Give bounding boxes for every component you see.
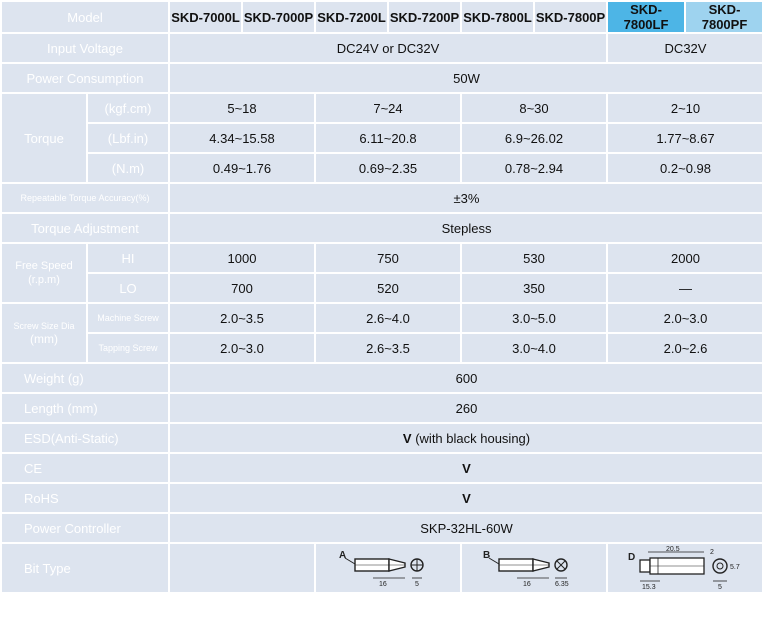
bit-d-dim5: 5.7 <box>729 564 740 571</box>
free-speed-unit: (r.p.m) <box>28 274 60 286</box>
accuracy-value: ±3% <box>170 184 762 212</box>
esd-row <box>2 424 762 452</box>
weight-header: Weight (g) <box>2 364 168 392</box>
ce-value: V <box>170 454 762 482</box>
torque-nm-7800: 0.78~2.94 <box>462 154 606 182</box>
weight-row <box>2 364 762 392</box>
torque-nm-7800f: 0.2~0.98 <box>608 154 762 182</box>
rohs-header: RoHS <box>2 484 168 512</box>
power-controller-value: SKP-32HL-60W <box>170 514 762 542</box>
bit-a-icon <box>333 544 443 592</box>
bit-b-dim2: 6.35 <box>555 581 569 588</box>
tapping-screw-row <box>2 334 762 362</box>
bit-a-dim2: 5 <box>415 581 419 588</box>
speed-hi-7000: 1000 <box>170 244 314 272</box>
torque-adjustment-header: Torque Adjustment <box>2 214 168 242</box>
speed-lo-7000: 700 <box>170 274 314 302</box>
model-skd-7200l: SKD-7200L <box>316 2 387 32</box>
speed-lo-row <box>2 274 762 302</box>
power-consumption-header: Power Consumption <box>2 64 168 92</box>
speed-lo-7200: 520 <box>316 274 460 302</box>
tapping-screw-7800f: 2.0~2.6 <box>608 334 762 362</box>
accuracy-header: Repeatable Torque Accuracy(%) <box>2 184 168 212</box>
length-header: Length (mm) <box>2 394 168 422</box>
model-skd-7000l: SKD-7000L <box>170 2 241 32</box>
rohs-row <box>2 484 762 512</box>
torque-lbf-7800: 6.9~26.02 <box>462 124 606 152</box>
torque-unit-lbf: (Lbf.in) <box>88 124 168 152</box>
bit-d-icon <box>626 544 746 592</box>
ce-header: CE <box>2 454 168 482</box>
free-speed-header <box>2 244 86 302</box>
free-speed-label: Free Speed <box>15 260 73 272</box>
bit-a-letter: A <box>339 550 347 561</box>
speed-lo-label: LO <box>88 274 168 302</box>
bit-d-dim4: 5 <box>717 584 722 591</box>
torque-kgf-7200: 7~24 <box>316 94 460 122</box>
bit-d-dim1: 20.5 <box>665 546 680 553</box>
bit-type-row <box>2 544 762 592</box>
model-skd-7800p: SKD-7800P <box>535 2 606 32</box>
torque-nm-7200: 0.69~2.35 <box>316 154 460 182</box>
model-skd-7800l: SKD-7800L <box>462 2 533 32</box>
model-skd-7000p: SKD-7000P <box>243 2 314 32</box>
torque-lbf-7800f: 1.77~8.67 <box>608 124 762 152</box>
torque-lbf-7200: 6.11~20.8 <box>316 124 460 152</box>
esd-header: ESD(Anti-Static) <box>2 424 168 452</box>
bit-d-dim3: 2 <box>709 549 714 556</box>
model-skd-7800pf: SKD-7800PF <box>686 2 762 32</box>
machine-screw-7000: 2.0~3.5 <box>170 304 314 332</box>
torque-kgf-7000: 5~18 <box>170 94 314 122</box>
tapping-screw-7000: 2.0~3.0 <box>170 334 314 362</box>
bit-b-icon <box>479 544 589 592</box>
bit-a-dim1: 16 <box>379 581 387 588</box>
bit-type-header: Bit Type <box>2 544 168 592</box>
input-voltage-row <box>2 34 762 62</box>
power-consumption-value: 50W <box>170 64 762 92</box>
bit-a-cell <box>170 544 314 592</box>
input-voltage-value: DC24V or DC32V <box>170 34 606 62</box>
ce-row <box>2 454 762 482</box>
esd-note: (with black housing) <box>415 430 531 446</box>
torque-adjustment-value: Stepless <box>170 214 762 242</box>
torque-adjustment-row <box>2 214 762 242</box>
screw-size-unit: (mm) <box>30 331 58 346</box>
power-consumption-row <box>2 64 762 92</box>
bit-d-letter: D <box>627 552 635 563</box>
torque-header: Torque <box>2 94 86 182</box>
torque-lbf-row <box>2 124 762 152</box>
bit-b-dim1: 16 <box>523 581 531 588</box>
input-voltage-value-f: DC32V <box>608 34 762 62</box>
screw-size-header <box>2 304 86 362</box>
torque-lbf-7000: 4.34~15.58 <box>170 124 314 152</box>
esd-value <box>170 424 762 452</box>
machine-screw-label: Machine Screw <box>88 304 168 332</box>
torque-unit-nm: (N.m) <box>88 154 168 182</box>
model-skd-7200p: SKD-7200P <box>389 2 460 32</box>
power-controller-row <box>2 514 762 542</box>
model-header: Model <box>2 2 168 32</box>
bit-d-dim2: 15.3 <box>641 584 656 591</box>
esd-mark: V <box>402 430 412 446</box>
speed-hi-7800f: 2000 <box>608 244 762 272</box>
torque-nm-7000: 0.49~1.76 <box>170 154 314 182</box>
weight-value: 600 <box>170 364 762 392</box>
accuracy-row <box>2 184 762 212</box>
tapping-screw-7200: 2.6~3.5 <box>316 334 460 362</box>
bit-b-letter: B <box>483 550 491 561</box>
torque-kgf-7800: 8~30 <box>462 94 606 122</box>
screw-size-label: Screw Size Dia <box>13 320 75 331</box>
length-value: 260 <box>170 394 762 422</box>
speed-lo-7800f: — <box>608 274 762 302</box>
model-skd-7800lf: SKD-7800LF <box>608 2 684 32</box>
power-controller-header: Power Controller <box>2 514 168 542</box>
torque-nm-row <box>2 154 762 182</box>
tapping-screw-label: Tapping Screw <box>88 334 168 362</box>
torque-kgf-7800f: 2~10 <box>608 94 762 122</box>
input-voltage-header: Input Voltage <box>2 34 168 62</box>
speed-lo-7800: 350 <box>462 274 606 302</box>
speed-hi-label: HI <box>88 244 168 272</box>
torque-unit-kgf: (kgf.cm) <box>88 94 168 122</box>
speed-hi-7800: 530 <box>462 244 606 272</box>
tapping-screw-7800: 3.0~4.0 <box>462 334 606 362</box>
bit-b-drawing-cell <box>462 544 606 592</box>
machine-screw-row <box>2 304 762 332</box>
bit-d-drawing-cell <box>608 544 762 592</box>
speed-hi-7200: 750 <box>316 244 460 272</box>
length-row <box>2 394 762 422</box>
bit-a-drawing-cell <box>316 544 460 592</box>
machine-screw-7200: 2.6~4.0 <box>316 304 460 332</box>
model-row <box>2 2 762 32</box>
machine-screw-7800f: 2.0~3.0 <box>608 304 762 332</box>
machine-screw-7800: 3.0~5.0 <box>462 304 606 332</box>
rohs-value: V <box>170 484 762 512</box>
speed-hi-row <box>2 244 762 272</box>
torque-kgf-row <box>2 94 762 122</box>
